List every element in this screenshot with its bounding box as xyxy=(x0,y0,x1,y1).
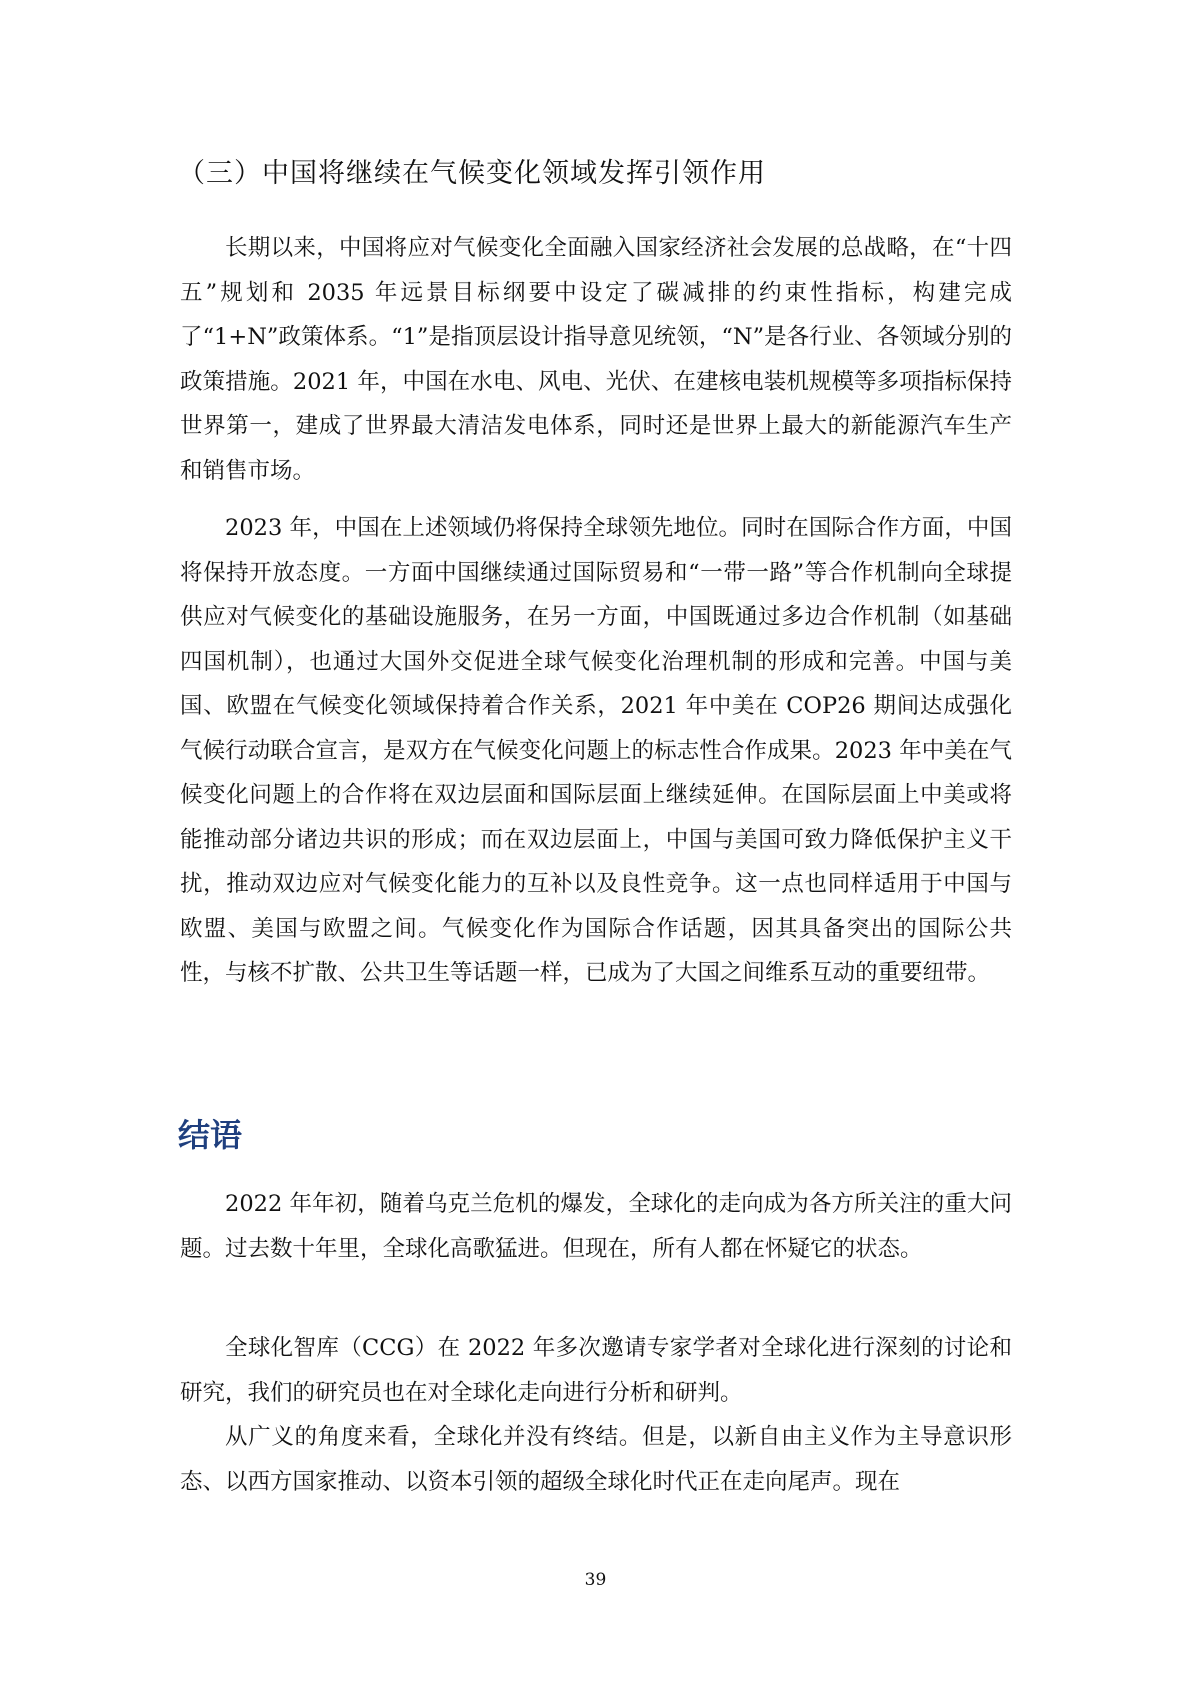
body-paragraph: 长期以来，中国将应对气候变化全面融入国家经济社会发展的总战略，在“十四五”规划和 2035 年远景目标纲要中设定了碳减排的约束性指标，构建完成了“1+N”政策体系。“1”是指顶层设计指导意见统领，“N”是各行业、各领域分别的政策措施。2021 年，中国在水电、风电、光伏、在建核电装机规模等多项指标保持世界第一，建成了世界最大清洁发电体系，同时还是世界上最大的新能源汽车生产和销售市场。 xyxy=(180,235,1012,484)
section-heading: （三）中国将继续在气候变化领域发挥引领作用 xyxy=(178,158,766,189)
body-paragraph: 全球化智库（CCG）在 2022 年多次邀请专家学者对全球化进行深刻的讨论和研究，我们的研究员也在对全球化走向进行分析和研判。 xyxy=(180,1335,1012,1406)
body-paragraph: 2022 年年初，随着乌克兰危机的爆发，全球化的走向成为各方所关注的重大问题。过去数十年里，全球化高歌猛进。但现在，所有人都在怀疑它的状态。 xyxy=(180,1191,1012,1262)
body-paragraph: 2023 年，中国在上述领域仍将保持全球领先地位。同时在国际合作方面，中国将保持开放态度。一方面中国继续通过国际贸易和“一带一路”等合作机制向全球提供应对气候变化的基础设施服务，在另一方面，中国既通过多边合作机制（如基础四国机制），也通过大国外交促进全球气候变化治理机制的形成和完善。中国与美国、欧盟在气候变化领域保持着合作关系，2021 年中美在 COP26 期间达成强化气候行动联合宣言，是双方在气候变化问题上的标志性合作成果。2023 年中美在气候变化问题上的合作将在双边层面和国际层面上继续延伸。在国际层面上中美或将能推动部分诸边共识的形成；而在双边层面上，中国与美国可致力降低保护主义干扰，推动双边应对气候变化能力的互补以及良性竞争。这一点也同样适用于中国与欧盟、美国与欧盟之间。气候变化作为国际合作话题，因其具备突出的国际公共性，与核不扩散、公共卫生等话题一样，已成为了大国之间维系互动的重要纽带。 xyxy=(180,515,1012,986)
body-paragraph: 从广义的角度来看，全球化并没有终结。但是，以新自由主义作为主导意识形态、以西方国家推动、以资本引领的超级全球化时代正在走向尾声。现在 xyxy=(180,1424,1012,1495)
page-number: 39 xyxy=(584,1570,607,1590)
conclusion-heading: 结语 xyxy=(178,1116,243,1154)
